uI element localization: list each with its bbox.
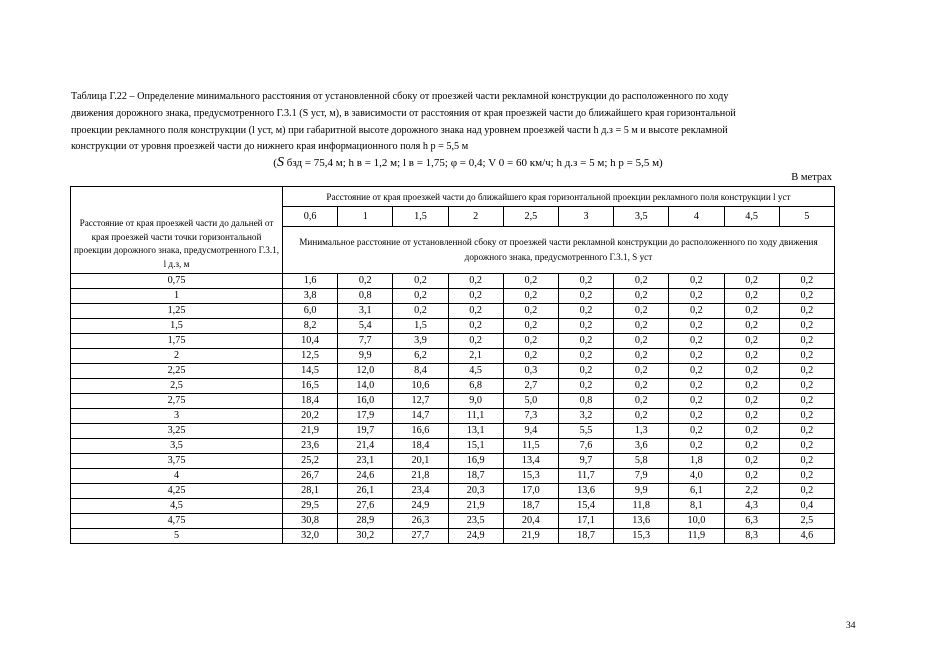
value-cell: 0,2 [503,304,558,319]
row-label-cell: 1 [71,289,283,304]
value-cell: 13,4 [503,454,558,469]
value-cell: 0,2 [614,409,669,424]
value-cell: 0,2 [448,274,503,289]
value-cell: 0,2 [724,469,779,484]
value-cell: 7,9 [614,469,669,484]
value-cell: 10,4 [283,334,338,349]
value-cell: 26,3 [393,514,448,529]
value-cell: 26,7 [283,469,338,484]
value-cell: 0,2 [393,304,448,319]
value-cell: 0,2 [724,289,779,304]
column-header-cell: 4,5 [724,207,779,227]
value-cell: 0,2 [614,289,669,304]
value-cell: 2,1 [448,349,503,364]
table-row [71,424,835,439]
row-label-cell: 3,5 [71,439,283,454]
value-cell: 0,2 [614,349,669,364]
value-cell: 0,2 [724,364,779,379]
table-row [71,319,835,334]
column-header-cell: 1,5 [393,207,448,227]
value-cell: 0,2 [503,289,558,304]
table-row [71,379,835,394]
value-cell: 15,1 [448,439,503,454]
value-cell: 12,7 [393,394,448,409]
value-cell: 28,9 [338,514,393,529]
value-cell: 13,1 [448,424,503,439]
value-cell: 0,2 [779,349,834,364]
value-cell: 2,5 [779,514,834,529]
value-cell: 21,9 [503,529,558,544]
value-cell: 30,2 [338,529,393,544]
value-cell: 8,3 [724,529,779,544]
value-cell: 0,2 [393,289,448,304]
value-cell: 0,2 [669,409,724,424]
table-row [71,514,835,529]
table-row [71,289,835,304]
value-cell: 20,3 [448,484,503,499]
row-label-cell: 2,75 [71,394,283,409]
row-label-cell: 0,75 [71,274,283,289]
value-cell: 17,1 [558,514,613,529]
value-cell: 0,2 [614,334,669,349]
value-cell: 13,6 [614,514,669,529]
value-cell: 23,4 [393,484,448,499]
value-cell: 18,7 [503,499,558,514]
page-number: 34 [846,621,856,631]
value-cell: 14,7 [393,409,448,424]
value-cell: 0,2 [448,289,503,304]
value-cell: 8,2 [283,319,338,334]
params-text: бзд = 75,4 м; h в = 1,2 м; l в = 1,75; φ = 0,4; V 0 = 60 км/ч; h д.з = 5 м; h р = 5,5 м) [283,157,663,169]
row-header-cell: Расстояние от края проезжей части до дальней от края проезжей части точки горизонтальной проекции дорожного знака, предусмотренного Г.3.1, l д.з, м [71,187,283,274]
value-cell: 0,2 [724,454,779,469]
table-row [71,409,835,424]
value-cell: 6,0 [283,304,338,319]
value-cell: 0,2 [669,439,724,454]
row-label-cell: 4 [71,469,283,484]
value-cell: 1,8 [669,454,724,469]
value-cell: 0,2 [669,289,724,304]
value-cell: 27,6 [338,499,393,514]
value-cell: 16,6 [393,424,448,439]
value-cell: 0,2 [669,379,724,394]
table-row [71,349,835,364]
value-cell: 18,7 [448,469,503,484]
table-caption [71,89,831,156]
value-cell: 0,2 [779,334,834,349]
row-label-cell: 3 [71,409,283,424]
value-cell: 17,9 [338,409,393,424]
value-cell: 7,7 [338,334,393,349]
value-cell: 0,2 [779,424,834,439]
caption-line: движения дорожного знака, предусмотренного Г.3.1 (S уст, м), в зависимости от расстояния от края проезжей части до ближайшего края горизонтальной [71,107,736,119]
value-cell: 0,2 [338,274,393,289]
value-cell: 18,4 [283,394,338,409]
header-row-top [71,187,835,207]
value-cell: 0,2 [503,349,558,364]
value-cell: 0,2 [779,319,834,334]
value-cell: 23,5 [448,514,503,529]
top-header-cell: Расстояние от края проезжей части до ближайшего края горизонтальной проекции рекламного поля конструкции l уст [283,187,835,207]
value-cell: 0,2 [779,274,834,289]
value-cell: 1,5 [393,319,448,334]
value-cell: 21,9 [448,499,503,514]
data-table [70,186,835,544]
value-cell: 0,2 [724,394,779,409]
value-cell: 4,3 [724,499,779,514]
value-cell: 0,2 [503,274,558,289]
value-cell: 0,2 [779,289,834,304]
value-cell: 3,9 [393,334,448,349]
value-cell: 5,5 [558,424,613,439]
value-cell: 23,1 [338,454,393,469]
value-cell: 0,2 [724,379,779,394]
value-cell: 29,5 [283,499,338,514]
value-cell: 0,2 [724,319,779,334]
parameters-line [0,155,936,171]
value-cell: 0,2 [724,349,779,364]
value-cell: 0,2 [669,319,724,334]
value-cell: 2,2 [724,484,779,499]
value-cell: 0,2 [779,409,834,424]
value-cell: 9,0 [448,394,503,409]
value-cell: 1,3 [614,424,669,439]
row-label-cell: 3,25 [71,424,283,439]
value-cell: 9,9 [614,484,669,499]
row-label-cell: 4,25 [71,484,283,499]
value-cell: 0,2 [724,304,779,319]
value-cell: 5,8 [614,454,669,469]
value-cell: 12,5 [283,349,338,364]
value-cell: 6,2 [393,349,448,364]
value-cell: 0,8 [338,289,393,304]
row-label-cell: 3,75 [71,454,283,469]
value-cell: 8,4 [393,364,448,379]
value-cell: 14,0 [338,379,393,394]
value-cell: 0,2 [614,304,669,319]
column-header-cell: 0,6 [283,207,338,227]
value-cell: 16,5 [283,379,338,394]
value-cell: 20,1 [393,454,448,469]
value-cell: 5,0 [503,394,558,409]
column-header-cell: 3,5 [614,207,669,227]
value-cell: 0,2 [724,334,779,349]
value-cell: 0,2 [779,454,834,469]
value-cell: 16,9 [448,454,503,469]
value-cell: 0,3 [503,364,558,379]
value-cell: 24,6 [338,469,393,484]
value-cell: 23,6 [283,439,338,454]
value-cell: 0,2 [558,334,613,349]
value-cell: 30,8 [283,514,338,529]
value-cell: 21,4 [338,439,393,454]
value-cell: 0,2 [614,379,669,394]
value-cell: 0,2 [669,304,724,319]
value-cell: 0,2 [558,319,613,334]
params-s-letter: S [276,155,284,170]
column-header-cell: 2,5 [503,207,558,227]
value-cell: 13,6 [558,484,613,499]
value-cell: 14,5 [283,364,338,379]
value-cell: 1,6 [283,274,338,289]
value-cell: 4,0 [669,469,724,484]
value-cell: 0,2 [448,304,503,319]
row-label-cell: 1,25 [71,304,283,319]
value-cell: 15,4 [558,499,613,514]
value-cell: 4,5 [448,364,503,379]
value-cell: 16,0 [338,394,393,409]
table-row [71,484,835,499]
value-cell: 11,5 [503,439,558,454]
caption-line: конструкции от уровня проезжей части до нижнего края информационного поля h р = 5,5 м [71,141,469,153]
table-row [71,364,835,379]
table-row [71,394,835,409]
column-header-cell: 3 [558,207,613,227]
caption-line: проекции рекламного поля конструкции (l уст, м) при габаритной высоте дорожного знака над уровнем проезжей части h д.з = 5 м и высоте рекламной [71,124,728,136]
value-cell: 0,8 [558,394,613,409]
value-cell: 11,8 [614,499,669,514]
table-row [71,334,835,349]
value-cell: 0,2 [558,289,613,304]
value-cell: 8,1 [669,499,724,514]
value-cell: 24,9 [393,499,448,514]
value-cell: 9,9 [338,349,393,364]
value-cell: 11,7 [558,469,613,484]
value-cell: 0,2 [669,349,724,364]
value-cell: 24,9 [448,529,503,544]
value-cell: 0,2 [503,319,558,334]
table-row [71,304,835,319]
value-cell: 5,4 [338,319,393,334]
value-cell: 11,1 [448,409,503,424]
value-cell: 19,7 [338,424,393,439]
value-cell: 28,1 [283,484,338,499]
value-cell: 32,0 [283,529,338,544]
value-cell: 0,2 [669,364,724,379]
value-cell: 3,1 [338,304,393,319]
table-row [71,529,835,544]
value-cell: 12,0 [338,364,393,379]
value-cell: 15,3 [614,529,669,544]
value-cell: 0,2 [503,334,558,349]
value-cell: 7,6 [558,439,613,454]
value-cell: 10,0 [669,514,724,529]
value-cell: 10,6 [393,379,448,394]
value-cell: 20,4 [503,514,558,529]
value-cell: 0,2 [448,334,503,349]
value-cell: 18,7 [558,529,613,544]
column-header-cell: 2 [448,207,503,227]
row-label-cell: 2,25 [71,364,283,379]
value-cell: 3,2 [558,409,613,424]
value-cell: 0,2 [448,319,503,334]
column-header-cell: 5 [779,207,834,227]
value-cell: 9,4 [503,424,558,439]
value-cell: 0,2 [724,409,779,424]
value-cell: 2,7 [503,379,558,394]
value-cell: 0,2 [669,394,724,409]
value-cell: 0,2 [779,439,834,454]
row-label-cell: 2 [71,349,283,364]
value-cell: 18,4 [393,439,448,454]
value-cell: 0,2 [558,364,613,379]
value-cell: 20,2 [283,409,338,424]
value-cell: 0,2 [724,439,779,454]
value-cell: 0,2 [558,274,613,289]
table-row [71,499,835,514]
row-label-cell: 1,5 [71,319,283,334]
value-cell: 0,2 [393,274,448,289]
table-row [71,274,835,289]
table-row [71,469,835,484]
value-cell: 0,2 [558,349,613,364]
value-cell: 6,3 [724,514,779,529]
value-cell: 0,4 [779,499,834,514]
value-cell: 11,9 [669,529,724,544]
value-cell: 0,2 [669,274,724,289]
column-header-cell: 4 [669,207,724,227]
value-cell: 0,2 [779,304,834,319]
value-cell: 0,2 [614,364,669,379]
row-label-cell: 5 [71,529,283,544]
table-row [71,454,835,469]
caption-line: Таблица Г.22 – Определение минимального расстояния от установленной сбоку от проезжей части рекламной конструкции до расположенного по ходу [71,91,729,102]
value-cell: 0,2 [558,379,613,394]
value-cell: 0,2 [614,394,669,409]
value-cell: 0,2 [558,304,613,319]
value-cell: 0,2 [779,364,834,379]
value-cell: 0,2 [779,379,834,394]
value-cell: 15,3 [503,469,558,484]
value-cell: 0,2 [614,319,669,334]
value-cell: 26,1 [338,484,393,499]
value-cell: 21,9 [283,424,338,439]
value-cell: 7,3 [503,409,558,424]
value-cell: 9,7 [558,454,613,469]
value-cell: 0,2 [779,484,834,499]
value-cell: 0,2 [669,424,724,439]
value-cell: 4,6 [779,529,834,544]
value-cell: 0,2 [669,334,724,349]
units-label: В метрах [791,172,832,183]
value-cell: 21,8 [393,469,448,484]
value-cell: 27,7 [393,529,448,544]
value-cell: 0,2 [724,274,779,289]
value-cell: 0,2 [724,424,779,439]
value-cell: 6,8 [448,379,503,394]
row-label-cell: 4,75 [71,514,283,529]
value-cell: 3,6 [614,439,669,454]
value-cell: 17,0 [503,484,558,499]
value-cell: 25,2 [283,454,338,469]
row-label-cell: 4,5 [71,499,283,514]
row-label-cell: 1,75 [71,334,283,349]
row-label-cell: 2,5 [71,379,283,394]
table-row [71,439,835,454]
params-open: ( [273,157,277,169]
value-cell: 3,8 [283,289,338,304]
column-header-cell: 1 [338,207,393,227]
value-cell: 0,2 [614,274,669,289]
value-cell: 0,2 [779,394,834,409]
value-cell: 6,1 [669,484,724,499]
sub-header-cell: Минимальное расстояние от установленной сбоку от проезжей части рекламной конструкции до расположенного по ходу движения дорожного знака, предусмотренного Г.3.1, S уст [283,227,835,274]
value-cell: 0,2 [779,469,834,484]
